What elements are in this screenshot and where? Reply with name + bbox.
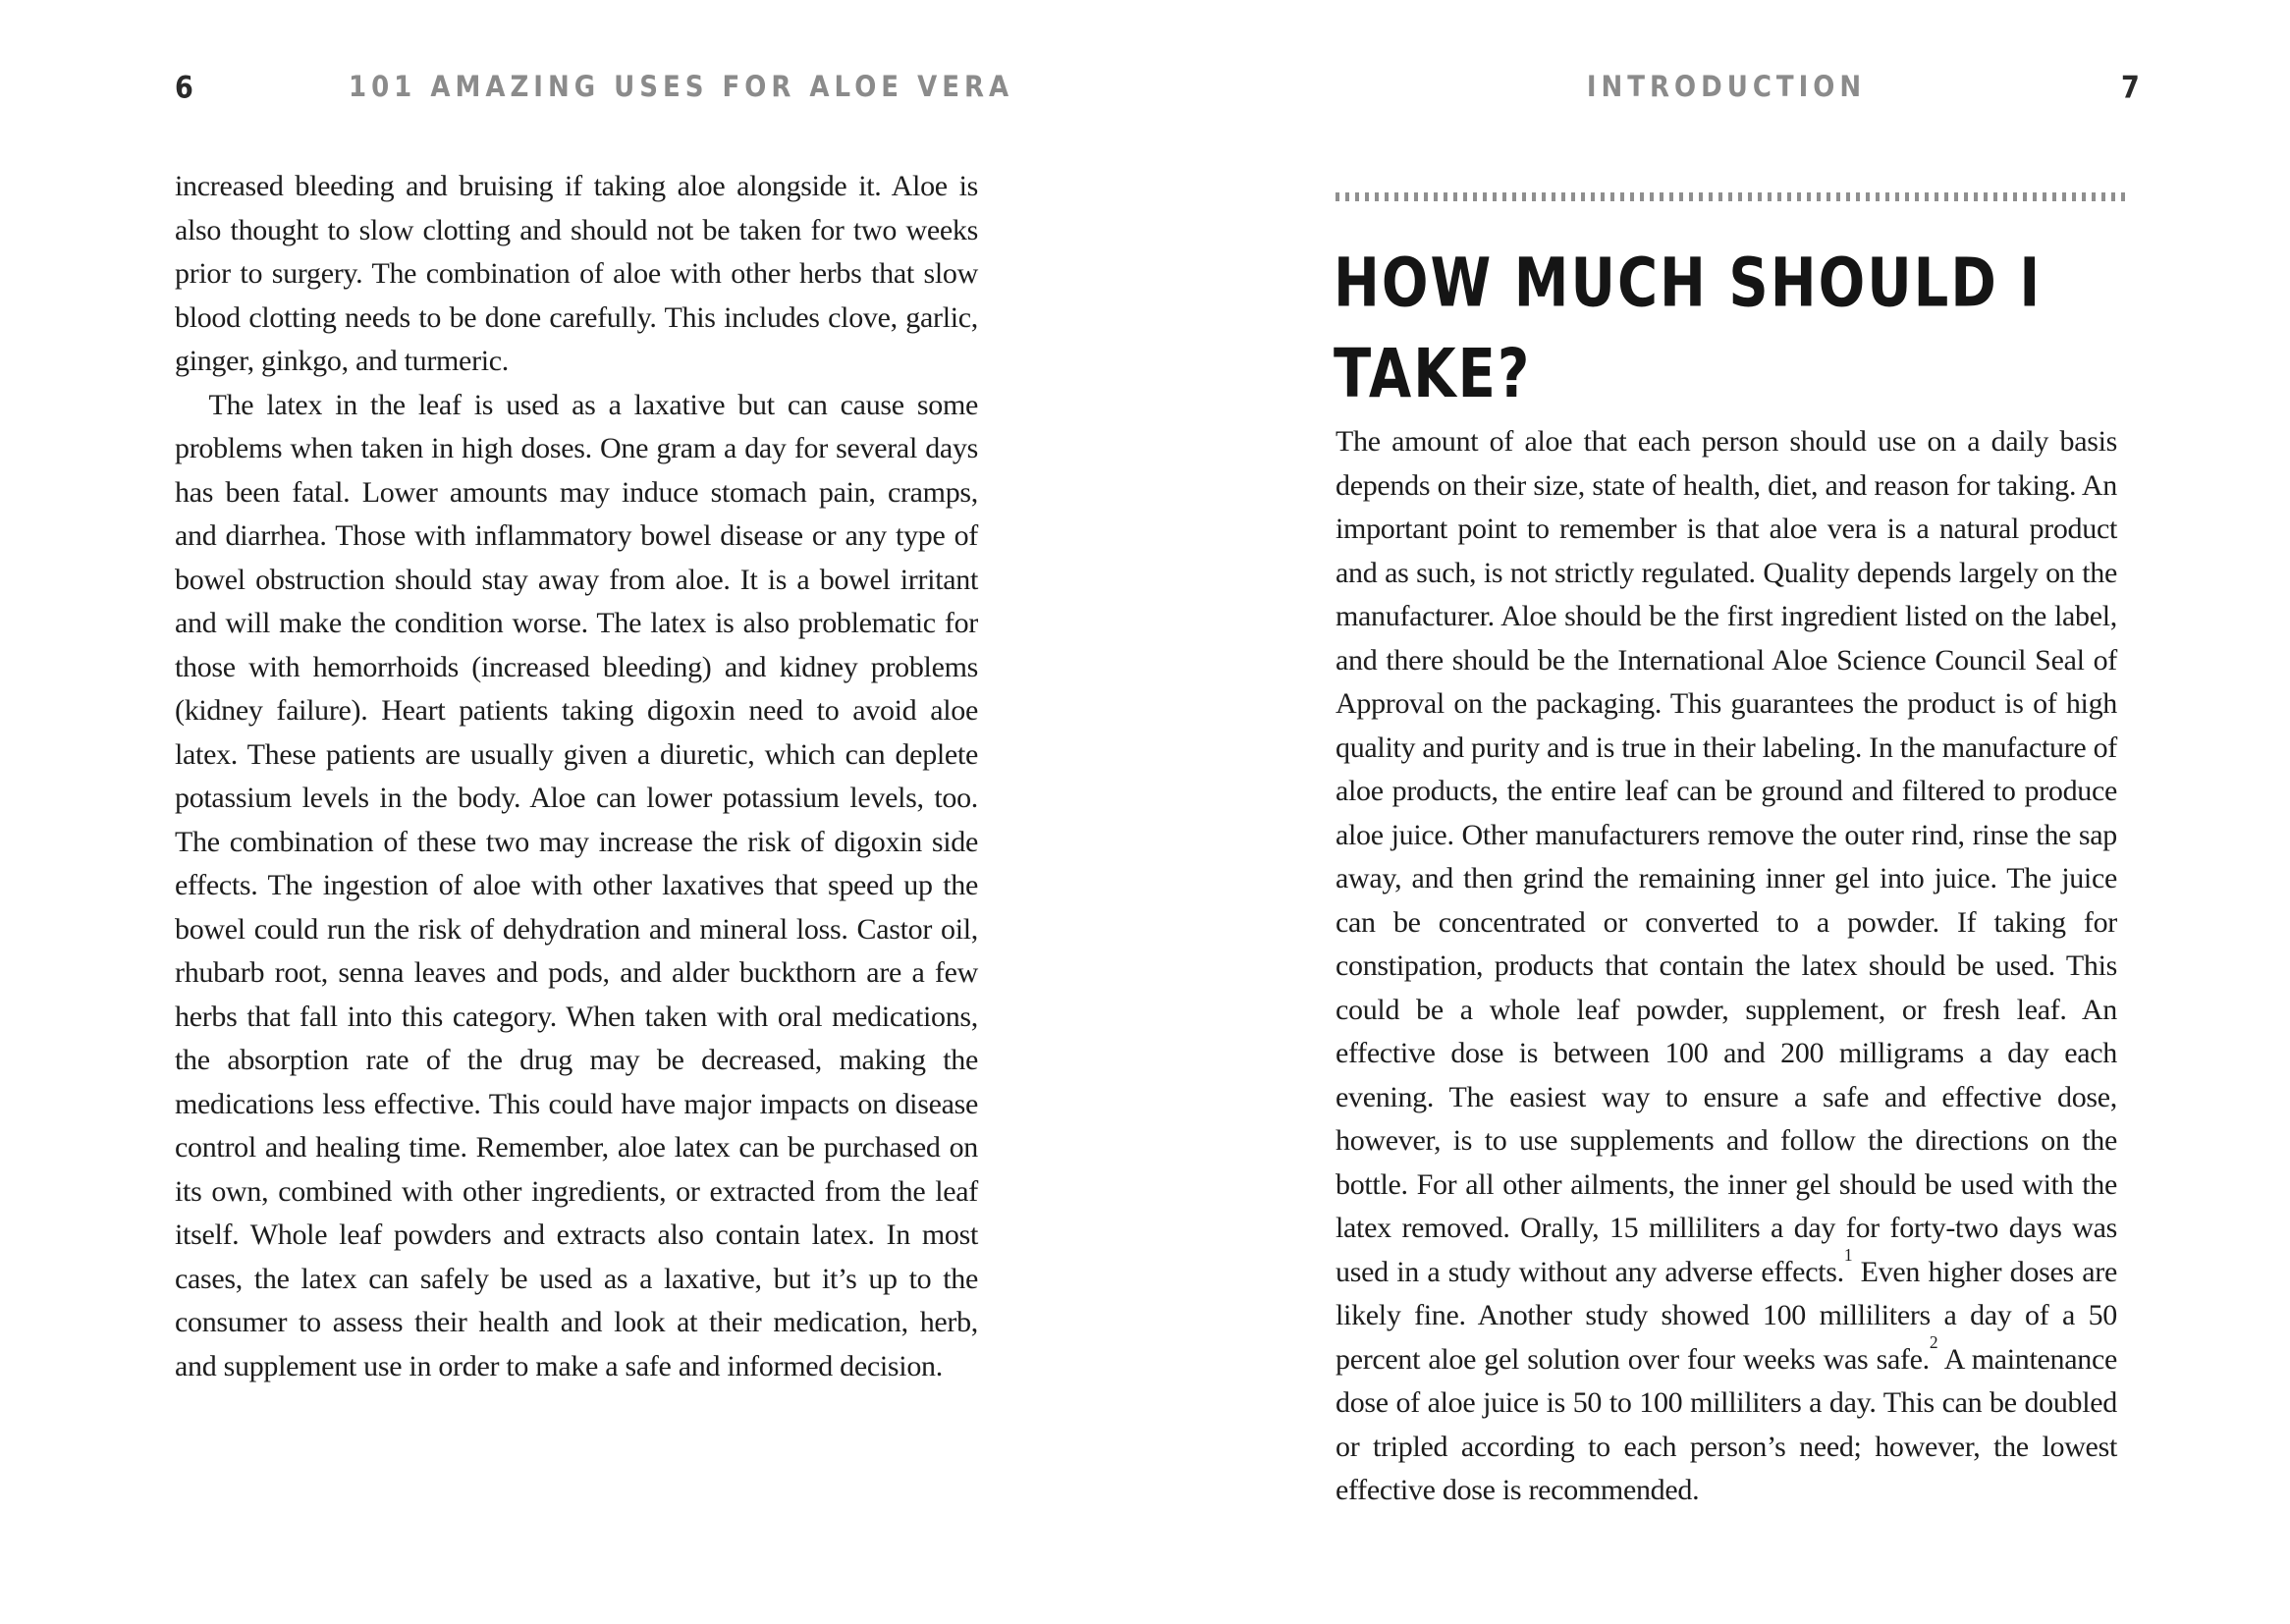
right-body-text (1336, 420, 2117, 1513)
left-body-text (175, 165, 978, 1388)
left-page-number: 6 (175, 71, 195, 106)
footnote-reference-2: 2 (1929, 1331, 1938, 1352)
body-segment-1: The amount of aloe that each person should use on a daily basis depends on their size, state of health, diet, and reason for taking. An important point to remember is that aloe vera is a natural product and as such, is not strictly regulated. Quality depends largely on the manufacturer. Aloe should be the first ingredient listed on the label, and there should be the International Aloe Science Council Seal of Approval on the packaging. This guarantees the product is of high quality and purity and is true in their labeling. In the manufacture of aloe products, the entire leaf can be ground and filtered to produce aloe juice. Other manufacturers remove the outer rind, rinse the sap away, and then grind the remaining inner gel into juice. The juice can be concentrated or converted to a powder. If taking for constipation, products that contain the latex should be used. This could be a whole leaf powder, supplement, or fresh leaf. An effective dose is between 100 and 200 milligrams a day each evening. The easiest way to ensure a safe and effective dose, however, is to use supplements and follow the directions on the bottle. For all other ailments, the inner gel should be used with the latex removed. Orally, 15 milliliters a day for forty-two days was used in a study without any adverse effects. (1336, 425, 2117, 1288)
left-paragraph-2: The latex in the leaf is used as a laxative but can cause some problems when taken in high doses. One gram a day for several days has been fatal. Lower amounts may induce stomach pain, cramps, and diarrhea. Those with inflammatory bowel disease or any type of bowel obstruction should stay away from aloe. It is a bowel irritant and will make the condition worse. The latex is also problematic for those with hemorrhoids (increased bleeding) and kidney problems (kidney failure). Heart patients taking digoxin need to avoid aloe latex. These patients are usually given a diuretic, which can deplete potassium levels in the body. Aloe can lower potassium levels, too. The combination of these two may increase the risk of digoxin side effects. The ingestion of aloe with other laxatives that speed up the bowel could run the risk of dehydration and mineral loss. Castor oil, rhubarb root, senna leaves and pods, and alder buckthorn are a few herbs that fall into this category. When taken with oral medications, the absorption rate of the drug may be decreased, making the medications less effective. This could have major impacts on disease control and healing time. Remember, aloe latex can be purchased on its own, combined with other ingredients, or extracted from the leaf itself. Whole leaf powders and extracts also contain latex. In most cases, the latex can safely be used as a laxative, but it’s up to the consumer to assess their health and look at their medication, herb, and supplement use in order to make a safe and informed decision. (175, 388, 978, 1382)
right-running-head: INTRODUCTION (1586, 71, 1867, 104)
section-heading-line-1: HOW MUCH SHOULD I (1334, 244, 2043, 323)
right-page-number: 7 (2121, 71, 2142, 106)
left-paragraph-1: increased bleeding and bruising if taking aloe alongside it. Aloe is also thought to slow clotting and should not be taken for two weeks prior to surgery. The combination of aloe with other herbs that slow blood clotting needs to be done carefully. This includes clove, garlic, ginger, ginkgo, and turmeric. (175, 170, 978, 377)
right-page (1145, 0, 2290, 1624)
body-segment-3: A maintenance dose of aloe juice is 50 to 100 milliliters a day. This can be doubled or tripled according to each person’s need; however, the lowest effective dose is recommended. (1336, 1342, 2117, 1506)
dotted-rule (1336, 192, 2131, 201)
footnote-reference-1: 1 (1843, 1244, 1853, 1265)
section-heading (1334, 239, 2042, 420)
body-segment-2: Even higher doses are likely fine. Another study showed 100 milliliters a day of a 50 percent aloe gel solution over four weeks was safe. (1336, 1255, 2117, 1376)
left-running-head: 101 AMAZING USES FOR ALOE VERA (349, 71, 1014, 104)
right-paragraph (1336, 420, 2117, 1513)
section-heading-line-2: TAKE? (1334, 335, 1532, 414)
